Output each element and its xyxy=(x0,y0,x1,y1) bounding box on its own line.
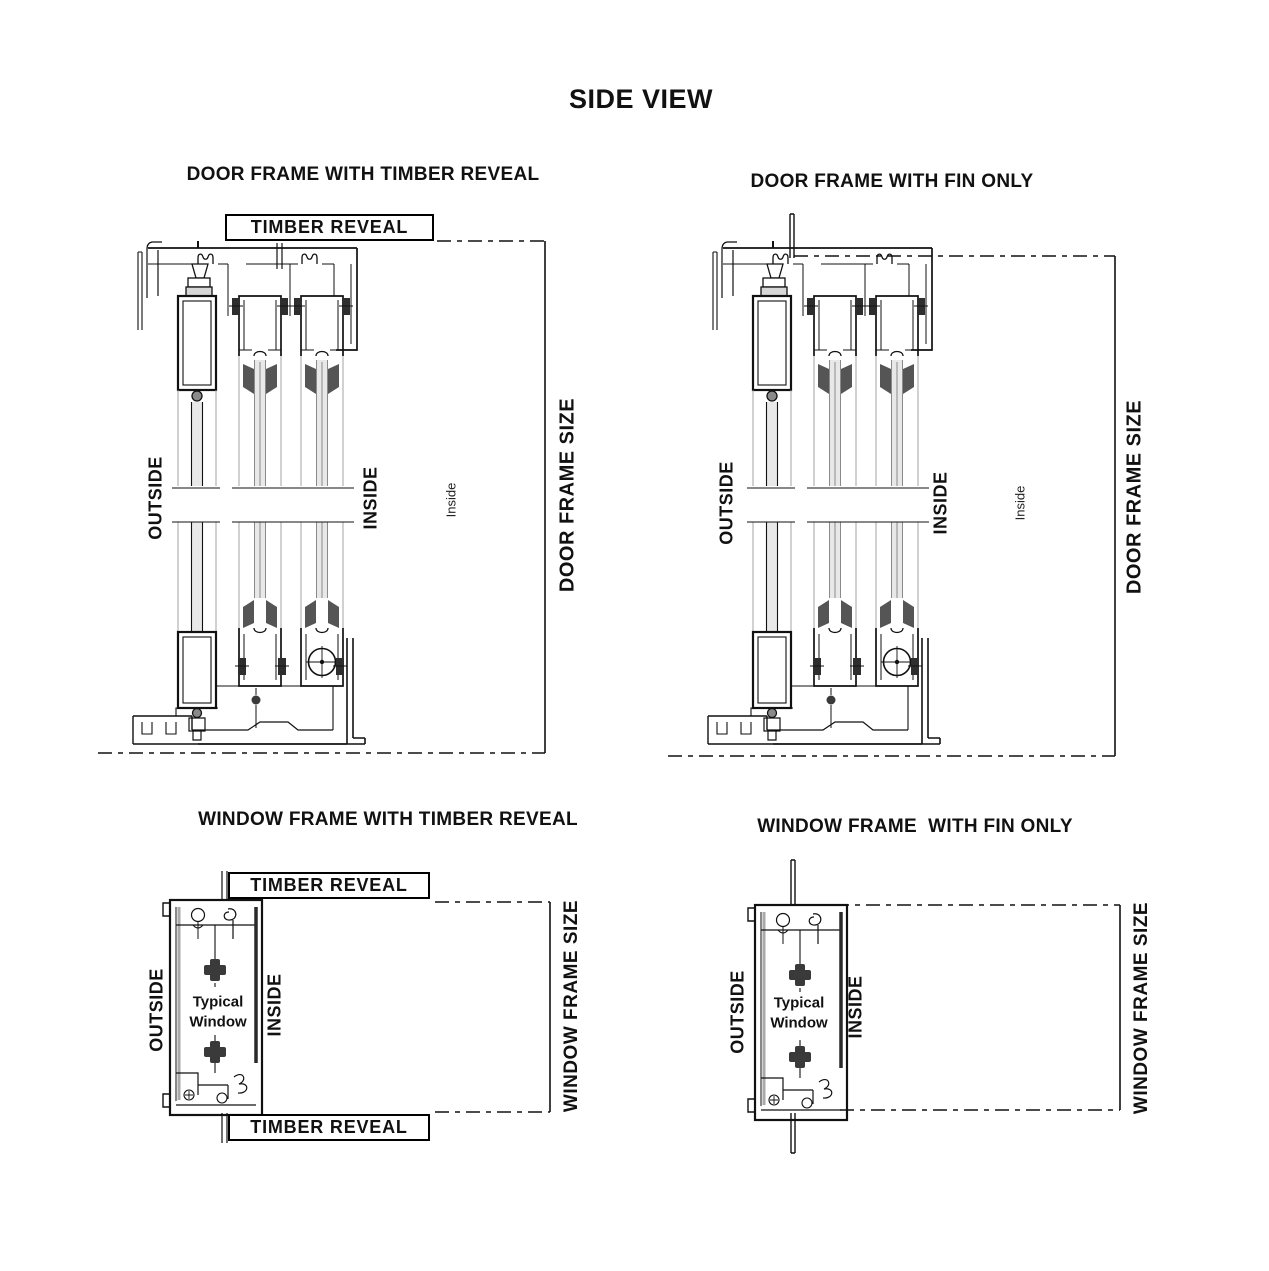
dimension-lines xyxy=(435,902,550,1112)
door-fin-drawing xyxy=(665,205,1170,780)
dimension-lines xyxy=(835,905,1120,1110)
door-frame-size-label-fin: DOOR FRAME SIZE xyxy=(1123,399,1146,595)
timber-batten-edge xyxy=(277,243,282,269)
heading-door-fin: DOOR FRAME WITH FIN ONLY xyxy=(750,171,1034,192)
door-timber-drawing xyxy=(95,205,595,780)
heading-door-timber: DOOR FRAME WITH TIMBER REVEAL xyxy=(186,164,540,185)
inside-annotation-door-fin: Inside xyxy=(1012,485,1028,521)
inside-label-window-timber: INSIDE xyxy=(264,973,285,1037)
timber-reveal-box-window-top xyxy=(228,872,430,899)
window-frame-size-label-fin: WINDOW FRAME SIZE xyxy=(1131,901,1152,1115)
outside-label-window-fin: OUTSIDE xyxy=(727,970,748,1054)
heading-window-timber: WINDOW FRAME WITH TIMBER REVEAL xyxy=(198,809,578,830)
timber-reveal-box-window-bottom xyxy=(228,1114,430,1141)
timber-reveal-box-door xyxy=(225,214,434,241)
outside-label-door-fin: OUTSIDE xyxy=(716,461,737,545)
heading-window-fin: WINDOW FRAME WITH FIN ONLY xyxy=(757,816,1073,837)
timber-reveal-label: TIMBER REVEAL xyxy=(250,875,408,895)
mounting-fin xyxy=(790,214,794,258)
door-frame-size-label-timber: DOOR FRAME SIZE xyxy=(556,397,579,593)
typical-window-label-fin: Typical Window xyxy=(770,994,828,1031)
timber-reveal-label: TIMBER REVEAL xyxy=(250,217,409,237)
outside-label-door-timber: OUTSIDE xyxy=(145,456,166,540)
window-frame-size-label-timber: WINDOW FRAME SIZE xyxy=(561,899,582,1113)
timber-reveal-label: TIMBER REVEAL xyxy=(250,1117,408,1137)
sheet-title: SIDE VIEW xyxy=(568,84,714,114)
inside-label-window-fin: INSIDE xyxy=(845,975,866,1039)
typical-window-label-timber: Typical Window xyxy=(189,993,247,1030)
inside-annotation-door-timber: Inside xyxy=(443,482,459,518)
inside-label-door-timber: INSIDE xyxy=(360,466,381,530)
outside-label-window-timber: OUTSIDE xyxy=(146,968,167,1052)
inside-label-door-fin: INSIDE xyxy=(930,471,951,535)
